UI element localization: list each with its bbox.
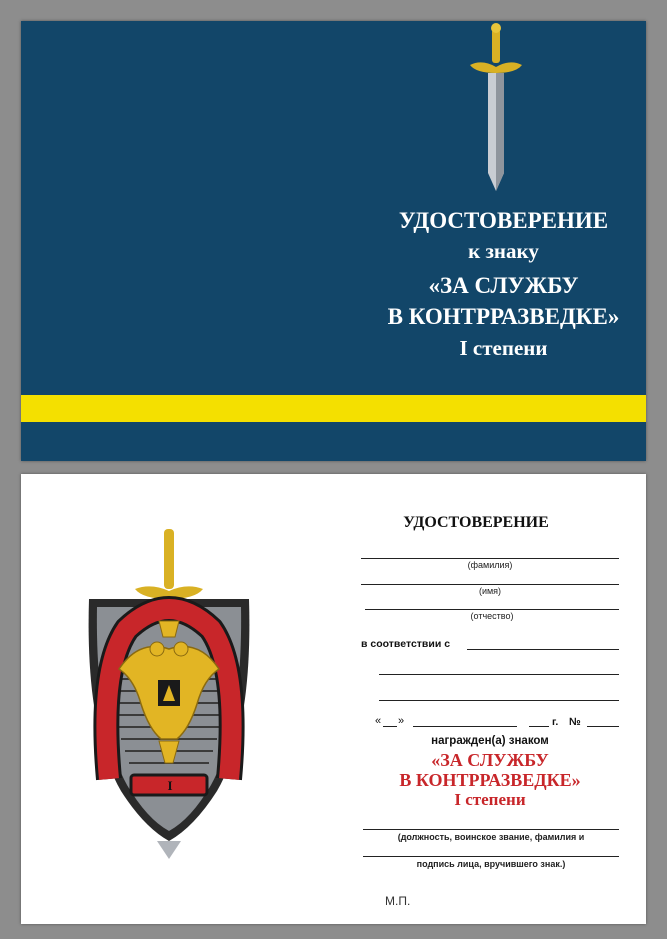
- date-quote-open: «: [375, 715, 382, 727]
- cover-title: УДОСТОВЕРЕНИЕ: [398, 208, 609, 233]
- stamp-label: М.П.: [385, 894, 411, 908]
- certificate-cover: [21, 21, 646, 461]
- number-line[interactable]: [587, 726, 619, 727]
- surname-hint: (фамилия): [467, 560, 513, 570]
- signature-line-1[interactable]: [363, 829, 619, 830]
- counterintelligence-badge-image: [79, 529, 259, 859]
- award-line-2: В КОНТРРАЗВЕДКЕ»: [399, 770, 581, 790]
- cover-degree: I степени: [459, 336, 548, 360]
- date-day-line[interactable]: [383, 726, 397, 727]
- cover-yellow-stripe: [21, 395, 646, 422]
- award-line-1: «ЗА СЛУЖБУ: [431, 750, 549, 770]
- inner-heading: УДОСТОВЕРЕНИЕ: [403, 514, 549, 531]
- cover-award-line-1: «ЗА СЛУЖБУ: [428, 273, 579, 298]
- cover-subtitle: к знаку: [468, 239, 539, 263]
- signature-line-2[interactable]: [363, 856, 619, 857]
- accordance-line[interactable]: [467, 649, 619, 650]
- surname-line[interactable]: [361, 558, 619, 559]
- award-degree: I степени: [454, 790, 526, 809]
- date-month-line[interactable]: [413, 726, 517, 727]
- patronymic-line[interactable]: [365, 609, 619, 610]
- sword-icon: [466, 23, 526, 193]
- date-year-line[interactable]: [529, 726, 549, 727]
- accordance-line-3[interactable]: [379, 700, 619, 701]
- name-line[interactable]: [361, 584, 619, 585]
- date-year-suffix: г.: [552, 716, 559, 728]
- badge-degree: I: [167, 778, 173, 793]
- patronymic-hint: (отчество): [470, 611, 514, 621]
- accordance-label: в соответствии с: [361, 638, 451, 650]
- name-hint: (имя): [478, 586, 502, 596]
- signature-hint-1: (должность, воинское звание, фамилия и: [397, 832, 585, 842]
- cover-award-line-2: В КОНТРРАЗВЕДКЕ»: [387, 304, 620, 329]
- number-sign: №: [569, 716, 581, 728]
- date-quote-close: »: [398, 715, 405, 727]
- signature-hint-2: подпись лица, вручившего знак.): [416, 859, 566, 869]
- certificate-inner-page: [21, 474, 646, 924]
- awarded-label: награжден(а) знаком: [431, 735, 549, 747]
- accordance-line-2[interactable]: [379, 674, 619, 675]
